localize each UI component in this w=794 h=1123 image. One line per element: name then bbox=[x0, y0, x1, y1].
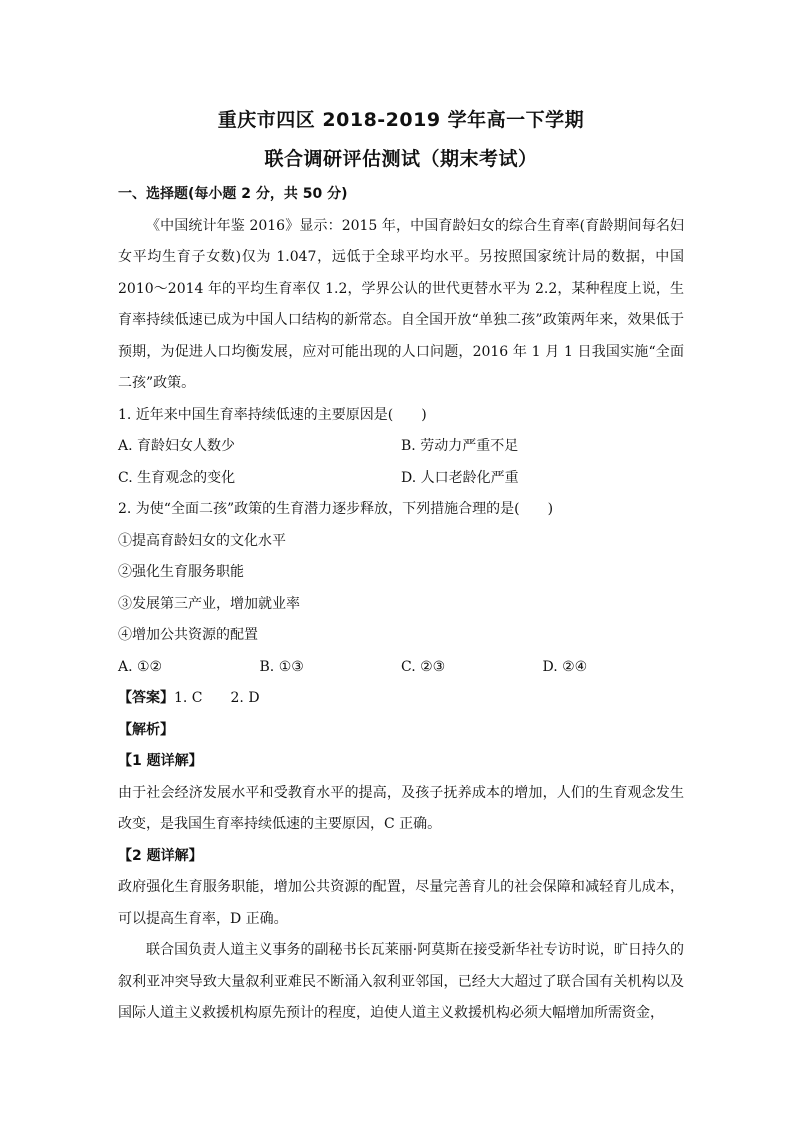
detail-2-text: 政府强化生育服务职能，增加公共资源的配置，尽量完善育儿的社会保障和减轻育儿成本，可以提高生育率，D 正确。 bbox=[118, 879, 684, 927]
question-2-stem: 2. 为使“全面二孩”政策的生育潜力逐步释放，下列措施合理的是( ) bbox=[118, 501, 554, 517]
passage-1: 《中国统计年鉴 2016》显示：2015 年，中国育龄妇女的综合生育率(育龄期间每名妇女平均生育子女数)仅为 1.047，远低于全球平均水平。另按照国家统计局的数据，中国 2010～2014 年的平均生育率仅 1.2，学界公认的世代更替水平为 2.2，某种程度上说，生育率持续低速已成为中国人口结构的新常态。自全国开放“单独二孩”政策两年来，效果低于预期，为促进人口均衡发展，应对可能出现的人口问题，2016 年 1 月 1 日我国实施“全面二孩”政策。 bbox=[118, 217, 684, 391]
q2-item-4: ④增加公共资源的配置 bbox=[118, 627, 258, 643]
question-1-options-row-1 bbox=[118, 431, 684, 463]
q2-item-3: ③发展第三产业，增加就业率 bbox=[118, 595, 300, 612]
q1-option-d: D. 人口老龄化严重 bbox=[401, 469, 519, 486]
q1-option-b: B. 劳动力严重不足 bbox=[401, 438, 519, 454]
detail-1-label: 【1 题详解】 bbox=[118, 753, 203, 769]
question-1-stem: 1. 近年来中国生育率持续低速的主要原因是( ) bbox=[118, 406, 427, 423]
answer-line bbox=[118, 683, 684, 715]
analysis-label: 【解析】 bbox=[118, 721, 174, 738]
question-1-options-row-2 bbox=[118, 463, 684, 495]
answer-label: 【答案】 bbox=[118, 690, 174, 706]
title-line-2: 联合调研评估测试（期末考试） bbox=[264, 148, 538, 170]
q1-option-c: C. 生育观念的变化 bbox=[118, 469, 236, 486]
answer-value: 1. C 2. D bbox=[174, 690, 260, 706]
q1-option-a: A. 育龄妇女人数少 bbox=[118, 438, 236, 454]
passage-2: 联合国负责人道主义事务的副秘书长瓦莱丽·阿莫斯在接受新华社专访时说，旷日持久的叙利亚冲突导致大量叙利亚难民不断涌入叙利亚邻国，已经大大超过了联合国有关机构以及国际人道主义救援机构原先预计的程度，迫使人道主义救援机构必须大幅增加所需资金， bbox=[118, 942, 684, 1021]
q2-item-1: ①提高育龄妇女的文化水平 bbox=[118, 532, 286, 549]
q2-option-b: B. ①③ bbox=[259, 658, 304, 675]
question-2-options bbox=[118, 652, 684, 684]
q2-option-a: A. ①② bbox=[118, 658, 163, 675]
q2-option-d: D. ②④ bbox=[542, 658, 588, 675]
q2-item-2: ②强化生育服务职能 bbox=[118, 564, 244, 580]
section-heading-choice: 一、选择题(每小题 2 分，共 50 分) bbox=[118, 186, 348, 202]
detail-1-text: 由于社会经济发展水平和受教育水平的提高，及孩子抚养成本的增加，人们的生育观念发生改变，是我国生育率持续低速的主要原因，C 正确。 bbox=[118, 784, 684, 832]
title-line-1: 重庆市四区 2018-2019 学年高一下学期 bbox=[217, 109, 585, 131]
detail-2-label: 【2 题详解】 bbox=[118, 847, 203, 864]
q2-option-c: C. ②③ bbox=[401, 658, 446, 675]
